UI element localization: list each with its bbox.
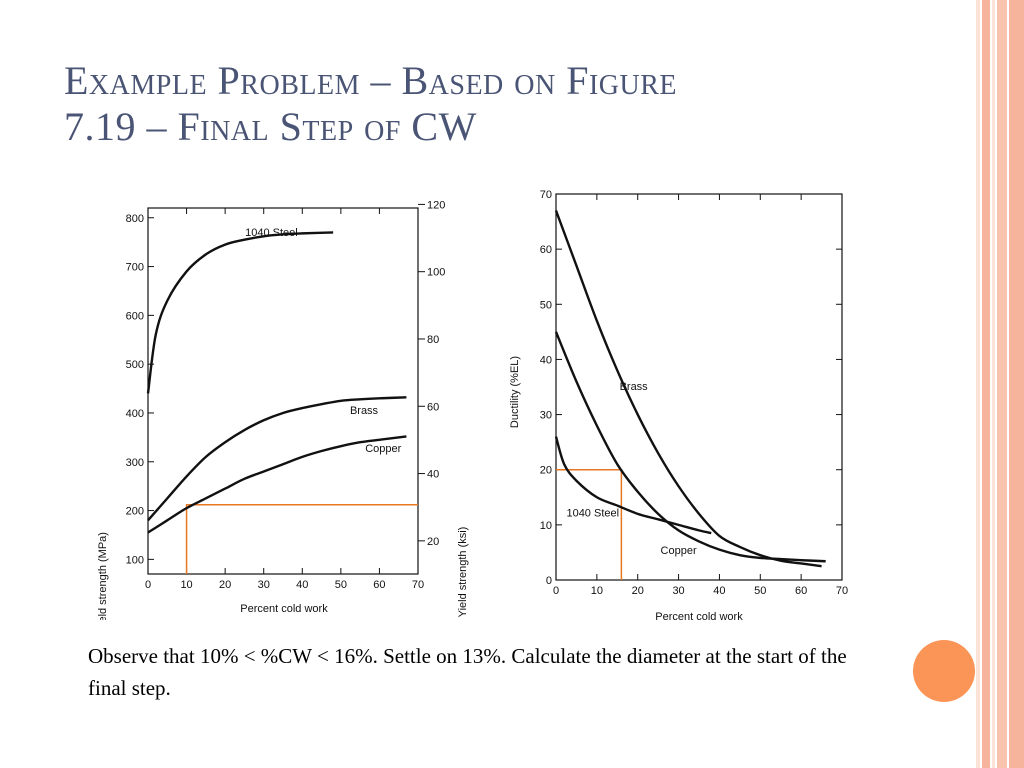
y-axis-label: Ductility (%EL) bbox=[509, 355, 521, 429]
stripe bbox=[992, 0, 995, 768]
y2-tick-label: 60 bbox=[427, 401, 440, 414]
y-tick-label: 600 bbox=[125, 310, 144, 323]
series-label-copper: Copper bbox=[365, 443, 402, 455]
y-tick-label: 50 bbox=[539, 299, 552, 312]
x-tick-label: 50 bbox=[334, 579, 347, 591]
x-tick-label: 0 bbox=[144, 579, 152, 591]
x-tick-label: 60 bbox=[373, 579, 386, 591]
annotation-line bbox=[187, 505, 418, 574]
x-axis-label: Percent cold work bbox=[240, 603, 328, 615]
y-tick-label: 400 bbox=[125, 407, 144, 420]
x-tick-label: 70 bbox=[835, 585, 849, 597]
ductility-chart bbox=[496, 180, 888, 620]
x-tick-label: 10 bbox=[180, 579, 193, 591]
series-label-copper: Copper bbox=[660, 545, 697, 558]
stripe bbox=[997, 0, 1007, 768]
decorative-stripes bbox=[976, 0, 1024, 768]
x-tick-label: 20 bbox=[631, 585, 644, 597]
title-line-1: Example Problem – Based on Figure bbox=[64, 58, 678, 103]
y-axis-label: Yield strength (MPa) bbox=[97, 532, 109, 620]
series-label-brass: Brass bbox=[619, 380, 648, 393]
x-tick-label: 70 bbox=[411, 579, 425, 591]
stripe bbox=[976, 0, 980, 768]
body-text: Observe that 10% < %CW < 16%. Settle on 13%. Calculate the diameter at the start of the final step. bbox=[88, 644, 847, 700]
y-tick-label: 60 bbox=[539, 244, 552, 257]
plot-frame bbox=[148, 208, 418, 574]
y-tick-label: 40 bbox=[539, 354, 552, 367]
plot-frame bbox=[556, 194, 842, 580]
stripe bbox=[1009, 0, 1024, 768]
x-tick-label: 0 bbox=[552, 585, 560, 597]
series-label-brass: Brass bbox=[349, 404, 379, 417]
x-axis-label: Percent cold work bbox=[655, 611, 743, 620]
y2-tick-label: 40 bbox=[427, 468, 440, 481]
x-tick-label: 40 bbox=[713, 585, 726, 597]
x-tick-label: 40 bbox=[296, 579, 309, 591]
stripe bbox=[982, 0, 990, 768]
series-label-1040-steel: 1040 Steel bbox=[245, 226, 298, 239]
x-tick-label: 30 bbox=[672, 585, 685, 597]
y-tick-label: 800 bbox=[125, 212, 144, 225]
annotation-line bbox=[556, 470, 621, 580]
yield-strength-chart-svg bbox=[44, 180, 478, 620]
y2-tick-label: 120 bbox=[427, 199, 446, 212]
x-tick-label: 50 bbox=[754, 585, 767, 597]
y-tick-label: 10 bbox=[539, 519, 552, 532]
y2-axis-label: Yield strength (ksi) bbox=[457, 526, 469, 618]
series-label-1040-steel: 1040 Steel bbox=[566, 507, 620, 520]
y-tick-label: 70 bbox=[539, 189, 552, 201]
page-title bbox=[64, 58, 884, 150]
yield-strength-chart bbox=[44, 180, 478, 620]
series-line-1040-steel bbox=[148, 232, 333, 393]
y-tick-label: 200 bbox=[125, 505, 144, 518]
x-tick-label: 30 bbox=[257, 579, 270, 591]
x-tick-label: 60 bbox=[795, 585, 808, 597]
y2-tick-label: 80 bbox=[427, 333, 440, 346]
x-tick-label: 10 bbox=[590, 585, 603, 597]
y2-tick-label: 100 bbox=[427, 266, 446, 279]
y-tick-label: 300 bbox=[125, 456, 144, 469]
x-tick-label: 20 bbox=[219, 579, 232, 591]
ductility-chart-svg bbox=[496, 180, 888, 620]
y-tick-label: 700 bbox=[125, 261, 144, 274]
y-tick-label: 100 bbox=[125, 554, 144, 567]
series-line-copper bbox=[556, 332, 826, 561]
y-tick-label: 20 bbox=[539, 464, 552, 477]
accent-dot bbox=[913, 640, 975, 702]
y-tick-label: 30 bbox=[539, 409, 552, 422]
title-line-2: 7.19 – Final Step of CW bbox=[64, 104, 477, 149]
y2-tick-label: 20 bbox=[427, 535, 440, 548]
y-tick-label: 0 bbox=[545, 575, 552, 587]
y-tick-label: 500 bbox=[125, 359, 144, 372]
